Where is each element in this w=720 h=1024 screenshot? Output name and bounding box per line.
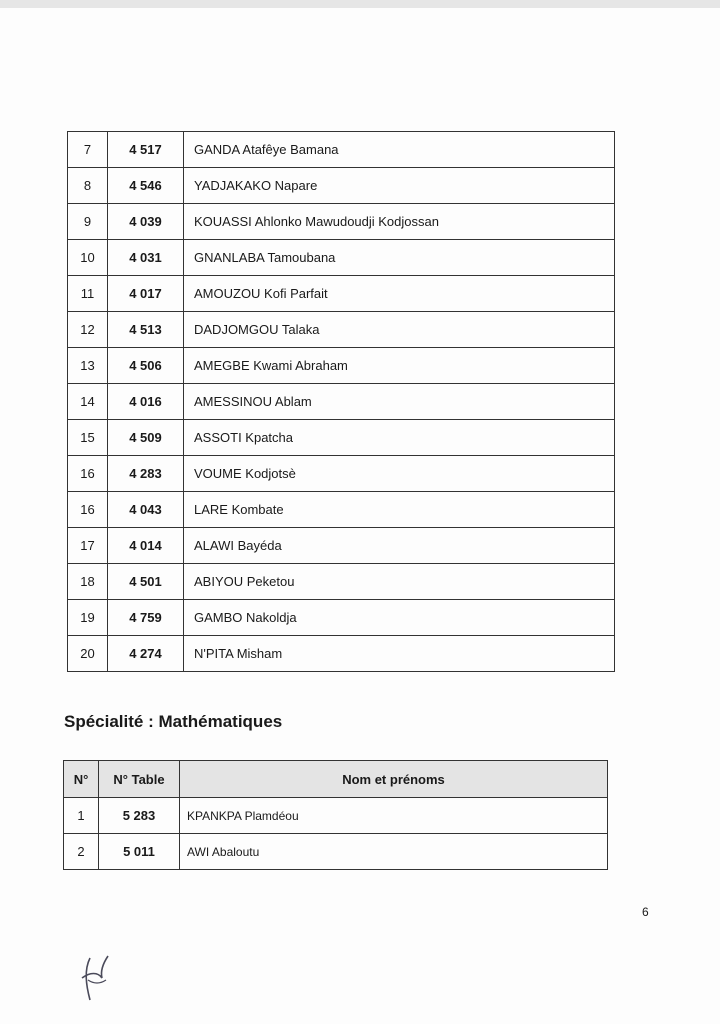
- table-row: [68, 312, 615, 348]
- table-number: 4 014: [108, 528, 184, 564]
- row-number: 16: [68, 456, 108, 492]
- candidate-name: GNANLABA Tamoubana: [184, 240, 615, 276]
- table-row: [68, 492, 615, 528]
- row-number: 1: [64, 798, 99, 834]
- table-number: 4 039: [108, 204, 184, 240]
- table-number: 4 031: [108, 240, 184, 276]
- table-number: 4 017: [108, 276, 184, 312]
- row-number: 17: [68, 528, 108, 564]
- section-title: Spécialité : Mathématiques: [64, 712, 283, 731]
- table-number: 4 043: [108, 492, 184, 528]
- table-number: 4 517: [108, 132, 184, 168]
- table-row: [68, 168, 615, 204]
- row-number: 13: [68, 348, 108, 384]
- row-number: 7: [68, 132, 108, 168]
- candidate-name: ABIYOU Peketou: [184, 564, 615, 600]
- table-number: 4 759: [108, 600, 184, 636]
- table-number: 4 283: [108, 456, 184, 492]
- row-number: 11: [68, 276, 108, 312]
- candidate-name: YADJAKAKO Napare: [184, 168, 615, 204]
- candidate-name: GANDA Atafêye Bamana: [184, 132, 615, 168]
- row-number: 18: [68, 564, 108, 600]
- candidate-name: ALAWI Bayéda: [184, 528, 615, 564]
- table-row: [68, 276, 615, 312]
- candidate-name: KOUASSI Ahlonko Mawudoudji Kodjossan: [184, 204, 615, 240]
- table-number: 4 274: [108, 636, 184, 672]
- table-row: [68, 528, 615, 564]
- table-number: 4 513: [108, 312, 184, 348]
- table-row: [68, 240, 615, 276]
- row-number: 16: [68, 492, 108, 528]
- candidate-name: AMOUZOU Kofi Parfait: [184, 276, 615, 312]
- row-number: 12: [68, 312, 108, 348]
- table-row: [68, 600, 615, 636]
- table-row: [68, 564, 615, 600]
- row-number: 2: [64, 834, 99, 870]
- table-row: [68, 204, 615, 240]
- table-row: [68, 636, 615, 672]
- header-number: N°: [64, 761, 99, 798]
- table-row: [64, 798, 608, 834]
- header-table-number: N° Table: [99, 761, 180, 798]
- table-row: [68, 348, 615, 384]
- row-number: 19: [68, 600, 108, 636]
- table-number: 4 501: [108, 564, 184, 600]
- candidate-name: GAMBO Nakoldja: [184, 600, 615, 636]
- candidate-name: AMEGBE Kwami Abraham: [184, 348, 615, 384]
- candidate-name: DADJOMGOU Talaka: [184, 312, 615, 348]
- row-number: 8: [68, 168, 108, 204]
- table-number: 4 016: [108, 384, 184, 420]
- candidate-name: N'PITA Misham: [184, 636, 615, 672]
- table-header-row: [64, 761, 608, 798]
- candidate-name: KPANKPA Plamdéou: [180, 798, 608, 834]
- header-name: Nom et prénoms: [180, 761, 608, 798]
- row-number: 15: [68, 420, 108, 456]
- candidate-name: AMESSINOU Ablam: [184, 384, 615, 420]
- candidate-name: VOUME Kodjotsè: [184, 456, 615, 492]
- row-number: 10: [68, 240, 108, 276]
- table-row: [68, 456, 615, 492]
- candidate-name: LARE Kombate: [184, 492, 615, 528]
- candidate-name: ASSOTI Kpatcha: [184, 420, 615, 456]
- table-number: 5 283: [99, 798, 180, 834]
- row-number: 9: [68, 204, 108, 240]
- table-number: 4 546: [108, 168, 184, 204]
- table-row: [68, 132, 615, 168]
- row-number: 14: [68, 384, 108, 420]
- mathematics-table: [63, 760, 608, 870]
- page-number: 6: [642, 905, 649, 919]
- row-number: 20: [68, 636, 108, 672]
- table-number: 4 506: [108, 348, 184, 384]
- table-row: [68, 384, 615, 420]
- top-band: [0, 0, 720, 8]
- table-number: 5 011: [99, 834, 180, 870]
- signature-mark: [76, 950, 116, 1005]
- candidate-name: AWI Abaloutu: [180, 834, 608, 870]
- table-number: 4 509: [108, 420, 184, 456]
- table-row: [64, 834, 608, 870]
- candidates-table: [67, 131, 615, 672]
- table-row: [68, 420, 615, 456]
